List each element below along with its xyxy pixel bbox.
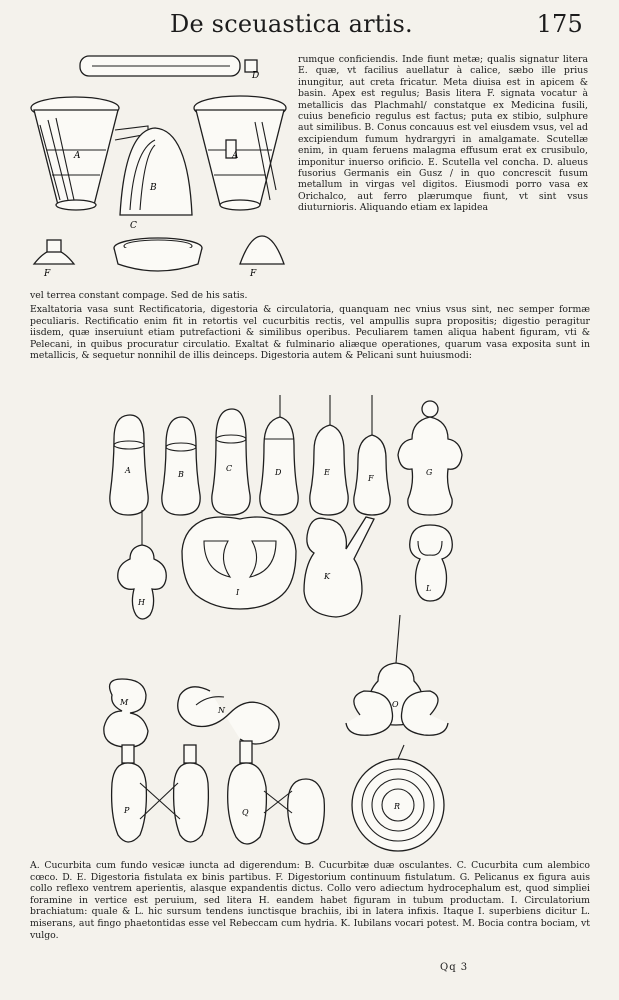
crucible-right-illustration bbox=[194, 96, 286, 210]
regulus-right-illustration bbox=[240, 236, 284, 264]
vessel-label: F bbox=[368, 474, 374, 483]
figure-label: F bbox=[250, 269, 257, 279]
side-paragraph: rumque conficiendis. Inde fiunt metæ; qualis signatur litera E. quæ, vt facilius auellatur à calice, sæbo ille prius inungitur, aut creta fricatur. Meta diuisa est in apicem & basin. Apex est regulus; Basis litera F. signata vocatur à metallicis das Plachmahl/ constatque ex Medicina fusili, cuius beneficio regulus est factus; puta ex stibio, sulphure aut similibus. B. Conus concauus est vel eiusdem vsus, vel ad excipiendum fumum hydrargyri in amalgamate. Scutellæ enim, in quam feruens malagma effusum erat ex crusibulo, imponitur inuerso orificio. E. Scutella vel concha. D. alueus fusorius Germanis ein Gusz / in quo concrescit fusum metallum in virgas vel digitos. Eiusmodi porro vasa ex Orichalco, aut ferro plærumque fiunt, vt sint vsus diuturnioris. Aliquando etiam ex lapidea bbox=[298, 54, 588, 214]
digestoria-pelicans-figure bbox=[100, 395, 470, 855]
vessel-M bbox=[104, 679, 148, 747]
vessel-label: D bbox=[275, 468, 282, 477]
caption-text: A. Cucurbita cum fundo vesicæ iuncta ad digerendum: B. Cucurbitæ duæ osculantes. C. Cucurbita cum alembico cœco. D. E. Digestoria fistulata ex binis partibus. F. Digestorium continuum fistulatum. G. Pelicanus ex figura auis collo reflexo ventrem aperientis, alasque expandentis dictus. Collo vero adiectum hydrocephalum est, quod simpliei foramine in vertice est peruium, sed litera H. eandem habet figuram in tubum productam. I. Circulatorium brachiatum: quale & L. hic sursum tendens iunctisque brachiis, ibi in latera infixis. Itaque I. superbiens dicitur L. miserans, aut fingo phaetontidas esse vel Rebeccam cum hydria. K. Iubilans vocari potest. M. Bocia contra bociam, vt vulgo. bbox=[30, 860, 590, 941]
vessel-label: H bbox=[138, 598, 145, 607]
figure-label: F bbox=[44, 269, 51, 279]
vessel-label: Q bbox=[242, 808, 249, 817]
vessel-label: A bbox=[125, 466, 131, 475]
vessel-label: G bbox=[426, 468, 433, 477]
vessel-label: N bbox=[218, 706, 225, 715]
vessel-F bbox=[354, 395, 390, 515]
vessel-label: P bbox=[124, 806, 130, 815]
regulus-left-illustration bbox=[34, 240, 74, 264]
vessel-label: O bbox=[392, 700, 399, 709]
vessel-label: B bbox=[178, 470, 184, 479]
vessel-R bbox=[352, 745, 444, 851]
vessel-P bbox=[112, 745, 147, 842]
vessel-Q bbox=[228, 741, 325, 844]
side-column-text bbox=[298, 54, 588, 214]
figure-label: C bbox=[130, 221, 137, 231]
vessel-label: R bbox=[394, 802, 401, 811]
signature-mark: Qq 3 bbox=[440, 962, 469, 973]
mould-D-illustration bbox=[80, 56, 257, 76]
vessel-A bbox=[110, 415, 148, 515]
figure-label: A bbox=[232, 151, 239, 161]
furnace-vessels-figure bbox=[30, 50, 290, 288]
vessel-O bbox=[346, 615, 448, 735]
figure-caption bbox=[30, 860, 590, 941]
vessel-D bbox=[260, 395, 298, 515]
figure-label: A bbox=[74, 151, 81, 161]
vessel-G bbox=[398, 401, 462, 515]
main-paragraph bbox=[30, 304, 590, 362]
vessel-label: E bbox=[324, 468, 330, 477]
vessel-label: L bbox=[426, 584, 432, 593]
vessel-label: M bbox=[120, 698, 129, 707]
vessel-E bbox=[310, 395, 348, 515]
paragraph-text: Exaltatoria vasa sunt Rectificatoria, digestoria & circulatoria, quanquam nec vnius vsus sint, nec semper formæ peculiaris. Rectificatio enim fit in retortis vel cucurbitis rectis, vel ampullis supra propositis; digestio peragitur iisdem, quæ inseruiunt etiam putrefactioni & similibus operibus. Peculiarem tamen aliqua habent figuram, vti & Pelecani, in quibus procuratur circulatio. Exaltat & fulminario aliæque operationes, quarum vasa exposita sunt in metallicis, & sequetur nonnihil de illis deinceps. Digestoria autem & Pelicani sunt huiusmodi: bbox=[30, 304, 590, 362]
figure-label: B bbox=[150, 183, 157, 193]
cone-B-illustration bbox=[120, 128, 192, 215]
vessel-K bbox=[304, 517, 374, 617]
vessel-P2 bbox=[140, 745, 208, 842]
vessel-B bbox=[162, 417, 200, 515]
running-head-title: De sceuastica artis. bbox=[170, 10, 413, 38]
vessel-label: K bbox=[324, 572, 330, 581]
page-number: 175 bbox=[536, 10, 583, 38]
vessel-label: I bbox=[236, 588, 240, 597]
vessel-N bbox=[178, 687, 279, 744]
vessel-label: C bbox=[226, 464, 233, 473]
figure-label: D bbox=[252, 71, 260, 81]
continuation-line: vel terrea constant compage. Sed de his satis. bbox=[30, 290, 248, 301]
vessel-C bbox=[212, 409, 250, 515]
dish-C-illustration bbox=[114, 238, 202, 271]
